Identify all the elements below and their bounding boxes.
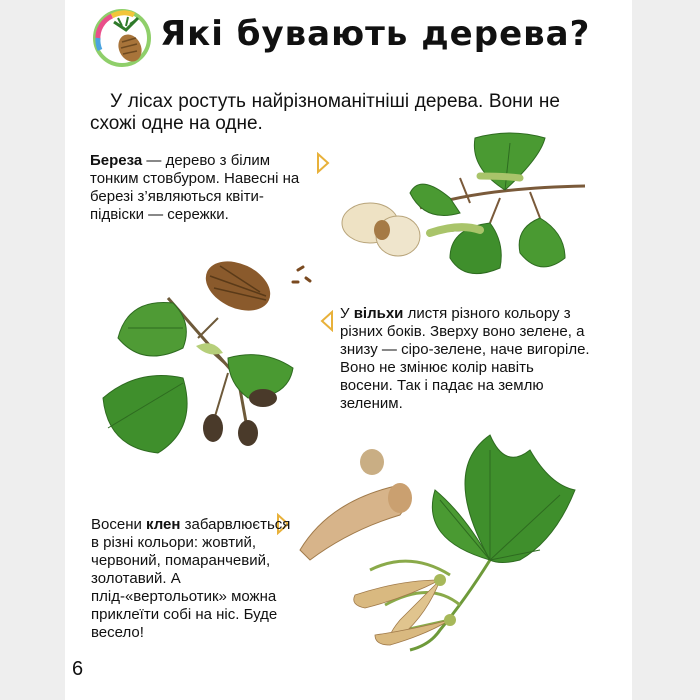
page-title: Які бувають дерева?	[160, 14, 591, 54]
alder-paragraph	[340, 305, 590, 413]
maple-name: клен	[146, 516, 181, 533]
intro-text: У лісах ростуть найрізноманітніші дерева. Вони не схожі одне на одне.	[90, 91, 560, 134]
maple-text-before: Восени	[91, 516, 147, 533]
triangle-pointer-icon	[320, 310, 334, 332]
birch-illustration	[340, 118, 590, 288]
alder-illustration	[88, 258, 318, 458]
birch-paragraph	[90, 152, 310, 224]
alder-text: листя різного кольору з різних боків. Зверху воно зелене, а знизу — сіро-зелене, наче вигоріле. Воно не змінює колір навіть восени. Так і падає на землю зеленим.	[340, 305, 590, 412]
maple-paragraph	[91, 516, 291, 642]
pine-cone-icon	[92, 8, 152, 68]
alder-name: вільхи	[353, 305, 404, 322]
triangle-pointer-icon	[316, 152, 330, 174]
maple-text: забарвлюється в різні кольори: жовтий, червоний, помаранчевий, золотавий. А плід-«вертольотик» можна приклеїти собі на ніс. Буде весело!	[91, 516, 291, 641]
birch-text: — дерево з білим тонким стовбуром. Навесні на березі з’являються квіти-підвіски — сережки.	[90, 152, 300, 223]
page-number: 6	[72, 658, 84, 680]
maple-illustration	[290, 430, 590, 680]
alder-text-before: У	[340, 305, 354, 322]
birch-name: Береза	[90, 152, 143, 169]
